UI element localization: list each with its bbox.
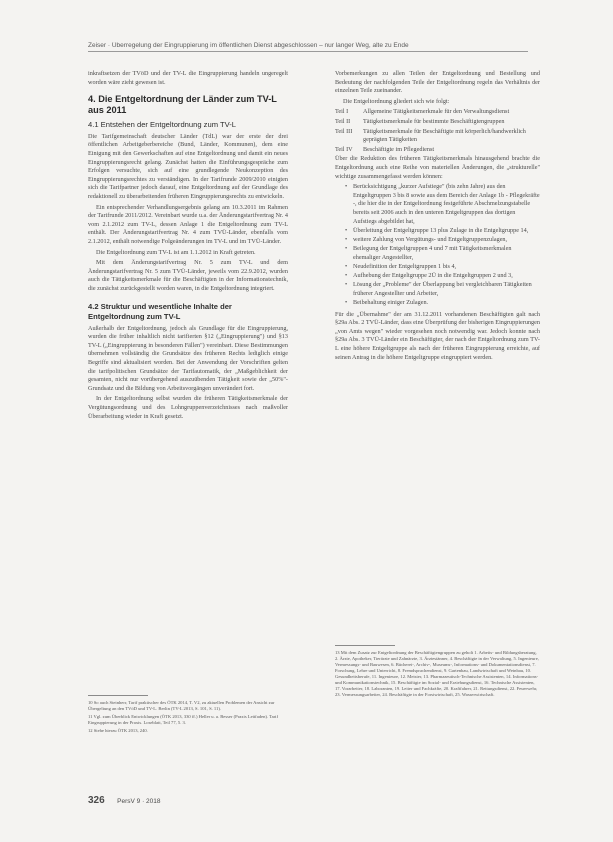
paragraph: Außerhalb der Entgeltordnung, jedoch als Grundlage für die Eingruppierung, wurden die früher inhaltlich nicht tarifierten §12 („Eingruppierung") und §13 TV-L („Eingruppierung in besonderen Fällen") vereinbart. Diese Bestimmungen übernehmen vollständig die Grundsätze des früheren Rechts lediglich einige Begriffe sind aktualisiert worden. Bei der Anwendung der Vorschriften gelten die tarifpolitischen Grundsätze der Tarifautomatik, der „Maßgeblichkeit der gesamten, nicht nur vorübergehend auszuübenden Tätigkeit sowie der „50%"-Grundsatz und die Bildung von Arbeitsvorgängen unverändert fort.	[88, 324, 288, 392]
footnote-rule-left	[88, 695, 148, 696]
page-footer	[88, 790, 161, 808]
paragraph: Vorbemerkungen zu allen Teilen der Entgeltordnung und Bestellung und Bedeutung der nachfolgenden Teile der Entgeltordnung regeln das Verhältnis der einzelnen Teile zueinander.	[335, 70, 540, 95]
paragraph: Für die „Übernahme" der am 31.12.2011 vorhandenen Beschäftigten galt nach §29a Abs. 2 TVÜ-Länder, dass eine Überprüfung der bisherigen Eingruppierungen „von Amts wegen" wieder vorgesehen noch notwendig war. Jedoch konnte nach §29a Abs. 3 TVÜ-Länder ein Beschäftigter, der nach der Entgeltordnung zum TV-L eine höhere Entgeltgruppe als nach der früheren Eingruppierung erreichte, auf seinen Antrag in die höhere Entgeltgruppe eingruppiert werden.	[335, 310, 540, 361]
parts-list	[335, 108, 540, 154]
intro-paragraph: inkraftsetzen der TVöD und der TV-L die Eingruppierung handeln ungeregelt worden wäre zieht gewesen ist.	[88, 70, 288, 86]
paragraph: Mit dem Änderungstarifvertrag Nr. 5 zum TV-L und dem Änderungstarifvertrag Nr. 5 zum TVÜ-Länder, jeweils vom 22.9.2012, wurden auch die Tätigkeitsmerkmale für die Beschäftigten in der Informationstechnik, die zunächst zurückgestellt worden waren, in die Entgeltordnung integriert.	[88, 259, 288, 292]
footnote-rule-right	[335, 645, 395, 646]
footnote: 11 Vgl. zum Überblick Entwicklungen (ÖTK 2013, 330 ff.) Heller u. a. Besser (Praxis Leitfaden). Tarif Eingruppierung in der Praxis. Loseblatt, Teil 77, 5. 3.	[88, 714, 278, 725]
subsection-heading-1: 4.1 Entstehen der Entgeltordnung zum TV-L	[88, 120, 237, 130]
running-head: Zeiser · Überregelung der Eingruppierung im öffentlichen Dienst abgeschlossen – nur langer Weg, alte zu Ende	[88, 42, 409, 49]
paragraph: In der Entgeltordnung selbst wurden die früheren Tätigkeitsmerkmale der Vergütungsordnung und des Lohngruppenverzeichnisses nach maßvoller Überarbeitung wieder in Kraft gesetzt.	[88, 395, 288, 420]
footnote: 10 So auch Steinherr, Tarif praktischer des ÖTK 2014, T. V2, zu aktuellen Problemen der Ansicht zur Übergeltung an den TVöD und TV-L. Berlin (TV-L 2013, S. 101, S. 11).	[88, 700, 275, 711]
footnotes-right	[335, 650, 540, 700]
left-column	[88, 70, 288, 423]
list-item: • Aufhebung der Entgeltgruppe 2Ü in die Entgeltgruppen 2 und 3,	[345, 272, 540, 281]
part-entry: Teil II Tätigkeitsmerkmale für bestimmte Beschäftigtengruppen	[335, 117, 505, 125]
list-item: • Überleitung der Entgeltgruppe 13 plus Zulage in die Entgeltgruppe 14,	[345, 227, 540, 236]
paragraph: Über die Reduktion des früheren Tätigkeitsmerkmals hinausgehend brachte die Entgeltordnung auch eine Reihe von materiellen Änderungen, die „strukturelle" wichtige zusammengefasst werden können:	[335, 155, 540, 180]
bullet-list	[335, 183, 540, 307]
page-number: 326	[88, 795, 105, 806]
list-item: • Lösung der „Probleme" der Überlappung bei vergleichbaren Tätigkeiten früherer Angestellter und Arbeiter,	[345, 281, 540, 298]
paragraph: Ein entsprechender Verhandlungsergebnis gelang am 10.3.2011 im Rahmen der Tarifrunde 2011/2012. Vereinbart wurde u.a. der Änderungstarifvertrag Nr. 4 vom 2.1.2012 zum TV-L, dessen Anlage 1 die Entgeltordnung zum TV-L enthält. Der Änderungstarifvertrag Nr. 4 zum TVÜ-Länder, ebenfalls vom 2.1.2012, enthält notwendige Folgeänderungen im TV-L und im TVÜ-Länder.	[88, 203, 288, 245]
footnote: 12 Siehe hierzu ÖTK 2013, 240.	[88, 728, 148, 733]
list-item: • Beilegung der Entgeltgruppen 4 und 7 mit Tätigkeitsmerkmalen ehemaliger Angestellter,	[345, 245, 540, 262]
list-item: • weitere Zahlung von Vergütungs- und Entgeltgruppenzulagen,	[345, 236, 540, 245]
paragraph: Die Tarifgemeinschaft deutscher Länder (TdL) war der erste der drei öffentlichen Arbeitgeberbereiche (Bund, Länder, Kommunen), dem eine Einigung mit den Gewerkschaften auf eine Entgeltordnung und damit ein neues Eingruppierungsrecht gelang. Zunächst hatten die Einführungsgespräche zum Erfolgen versuchte, sich auf eine grundlegende Neukonzeption des Eingruppierungsrechtes zu verständigen. In der Tarifrunde 2009/2010 einigten sich die Tarifpartner jedoch darauf, eine Entgeltordnung auf der Grundlage des redaktionell zu überarbeitenden früheren Eingruppierungsrechts zu entwickeln.	[88, 132, 288, 200]
footnotes-left	[88, 700, 288, 736]
paragraph: Die Entgeltordnung gliedert sich wie folgt:	[343, 97, 450, 105]
section-heading: 4. Die Entgeltordnung der Länder zum TV-L aus 2011	[88, 94, 277, 116]
list-item: • Beibehaltung einiger Zulagen.	[345, 299, 540, 308]
journal-title: PersV 9 · 2018	[117, 798, 161, 805]
part-entry: Teil III Tätigkeitsmerkmale für Beschäftigte mit körperlich/handwerklich geprägten Tätigkeiten	[335, 127, 526, 144]
list-item: • Berücksichtigung „kurzer Aufstiege" (bis zehn Jahre) aus den Entgeltgruppen 3 bis 8 sowie aus dem Bereich der Anlage 1b - Pflegekräfte -, die hier die in der Entgeltordnung festgeführte Abschmelzungstabelle bereits seit 2006 auch in den unteren Entgeltgruppen das dortigen Aufstiegs abgebildet hat,	[345, 183, 540, 226]
footnote: 13 Mit dem Zusatz zur Entgeltordnung der Beschäftigtengruppen zu geholt 1. Arbeits- und Bildungsberatung, 2. Ärzte, Apotheker, Tierärzte und Zahnärzte, 3. Ärztestänner, 4. Beschäftigte in der Verwaltung, 5. Ingenieure, Vermessungs- und Bauwesen, 6. Bücherei-, Archiv-, Museums-, Informations- und Dokumentationsdienst, 7. Forschung, Lehre und Unterricht, 8. Fremdsprachendienst, 9. Gartenbau, Landwirtschaft und Weinbau, 10. Gesundheitsberufe, 11. Ingenieure, 12. Meister, 13. Pharmazeutisch-Technische Assistenten, 14. Informations- und Kommunikationstechnik, 15. Beschäftigte im Sozial- und Erziehungsdienst, 16. Technische Assistenten, 17. Vorarbeiter, 18. Laboranten, 19. Leiter und Fachkräfte, 20. Kraftfahrer, 21. Rettungsdienst, 22. Feuerwehr, 23. Vermessungsarbeiter, 24. Beschäftigte in der Forstwirtschaft, 25. Wasserwirtschaft.	[335, 650, 539, 697]
part-entry: Teil IV Beschäftigte im Pflegedienst	[335, 145, 435, 153]
header-rule	[88, 51, 528, 52]
part-entry: Teil I Allgemeine Tätigkeitsmerkmale für den Verwaltungsdienst	[335, 108, 510, 116]
paragraph: Die Entgeltordnung zum TV-L ist am 1.1.2012 in Kraft getreten.	[96, 248, 256, 256]
right-column	[335, 70, 540, 364]
list-item: • Neudefinition der Entgeltgruppen 1 bis 4,	[345, 263, 540, 272]
subsection-heading-2: 4.2 Struktur und wesentliche Inhalte der Entgeltordnung zum TV-L	[88, 302, 232, 322]
